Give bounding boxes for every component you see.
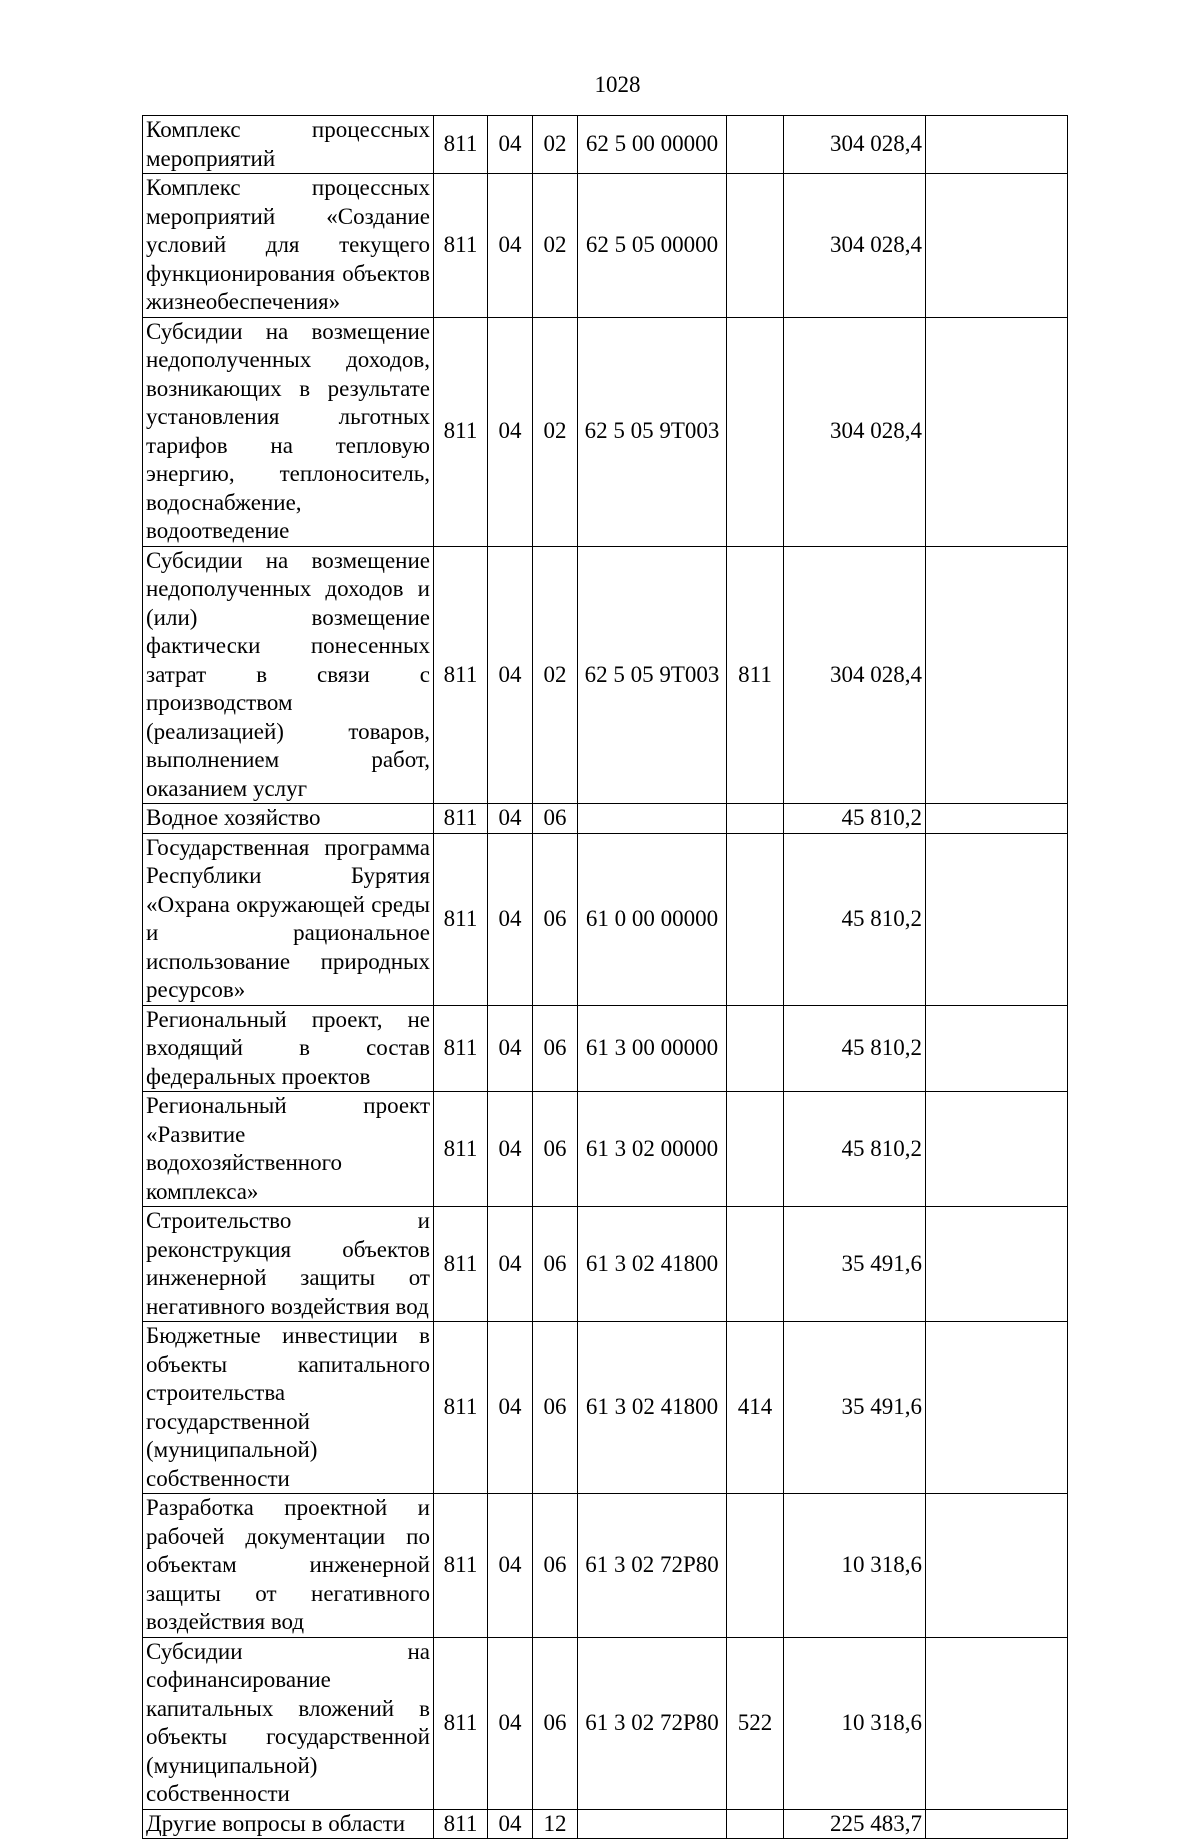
row-name-cell: Региональный проект, не входящий в состав федеральных проектов	[143, 1005, 434, 1092]
table-row	[143, 1809, 1068, 1839]
table-row	[143, 1005, 1068, 1092]
target-article-cell: 61 3 02 00000	[578, 1092, 727, 1207]
target-article-cell: 62 5 05 9Т003	[578, 317, 727, 546]
row-name-cell: Комплекс процессных мероприятий	[143, 116, 434, 174]
expense-type-cell: 522	[727, 1637, 784, 1809]
amount-cell: 45 810,2	[784, 833, 926, 1005]
row-name-cell: Другие вопросы в области	[143, 1809, 434, 1839]
extra-cell	[926, 174, 1068, 318]
target-article-cell	[578, 1809, 727, 1839]
row-name-cell: Строительство и реконструкция объектов инженерной защиты от негативного воздействия вод	[143, 1207, 434, 1322]
amount-cell: 35 491,6	[784, 1207, 926, 1322]
amount-cell: 35 491,6	[784, 1322, 926, 1494]
target-article-cell: 62 5 00 00000	[578, 116, 727, 174]
section-code-cell: 04	[488, 1092, 533, 1207]
table-row	[143, 1092, 1068, 1207]
table-row	[143, 1207, 1068, 1322]
section-code-cell: 04	[488, 804, 533, 834]
subsection-code-cell: 06	[533, 804, 578, 834]
expense-type-cell	[727, 1494, 784, 1638]
row-name-cell: Государственная программа Республики Бурятия «Охрана окружающей среды и рациональное использование природных ресурсов»	[143, 833, 434, 1005]
section-code-cell: 04	[488, 546, 533, 804]
subsection-code-cell: 02	[533, 546, 578, 804]
ministry-code-cell: 811	[434, 1322, 488, 1494]
table-row	[143, 546, 1068, 804]
section-code-cell: 04	[488, 1494, 533, 1638]
ministry-code-cell: 811	[434, 1207, 488, 1322]
subsection-code-cell: 02	[533, 317, 578, 546]
table-row	[143, 804, 1068, 834]
target-article-cell: 61 3 02 41800	[578, 1322, 727, 1494]
extra-cell	[926, 1494, 1068, 1638]
section-code-cell: 04	[488, 1005, 533, 1092]
ministry-code-cell: 811	[434, 1809, 488, 1839]
amount-cell: 45 810,2	[784, 1092, 926, 1207]
expense-type-cell	[727, 1005, 784, 1092]
extra-cell	[926, 833, 1068, 1005]
expense-type-cell: 811	[727, 546, 784, 804]
expense-type-cell	[727, 317, 784, 546]
extra-cell	[926, 1092, 1068, 1207]
amount-cell: 225 483,7	[784, 1809, 926, 1839]
table-row	[143, 317, 1068, 546]
amount-cell: 10 318,6	[784, 1637, 926, 1809]
target-article-cell: 61 3 00 00000	[578, 1005, 727, 1092]
ministry-code-cell: 811	[434, 174, 488, 318]
amount-cell: 304 028,4	[784, 116, 926, 174]
subsection-code-cell: 06	[533, 1207, 578, 1322]
amount-cell: 10 318,6	[784, 1494, 926, 1638]
expense-type-cell	[727, 833, 784, 1005]
section-code-cell: 04	[488, 1322, 533, 1494]
expense-type-cell	[727, 1809, 784, 1839]
row-name-cell: Региональный проект «Развитие водохозяйственного комплекса»	[143, 1092, 434, 1207]
extra-cell	[926, 804, 1068, 834]
row-name-cell: Водное хозяйство	[143, 804, 434, 834]
ministry-code-cell: 811	[434, 1637, 488, 1809]
subsection-code-cell: 12	[533, 1809, 578, 1839]
extra-cell	[926, 116, 1068, 174]
subsection-code-cell: 02	[533, 116, 578, 174]
budget-table	[142, 115, 1068, 1839]
subsection-code-cell: 06	[533, 1322, 578, 1494]
table-row	[143, 1494, 1068, 1638]
table-row	[143, 174, 1068, 318]
expense-type-cell	[727, 1207, 784, 1322]
ministry-code-cell: 811	[434, 833, 488, 1005]
table-row	[143, 116, 1068, 174]
ministry-code-cell: 811	[434, 546, 488, 804]
subsection-code-cell: 06	[533, 1092, 578, 1207]
subsection-code-cell: 06	[533, 1005, 578, 1092]
ministry-code-cell: 811	[434, 804, 488, 834]
expense-type-cell	[727, 174, 784, 318]
row-name-cell: Комплекс процессных мероприятий «Создание условий для текущего функционирования объектов жизнеобеспечения»	[143, 174, 434, 318]
row-name-cell: Бюджетные инвестиции в объекты капитального строительства государственной (муниципальной) собственности	[143, 1322, 434, 1494]
table-row	[143, 833, 1068, 1005]
row-name-cell: Разработка проектной и рабочей документации по объектам инженерной защиты от негативного воздействия вод	[143, 1494, 434, 1638]
extra-cell	[926, 546, 1068, 804]
section-code-cell: 04	[488, 174, 533, 318]
extra-cell	[926, 1809, 1068, 1839]
section-code-cell: 04	[488, 116, 533, 174]
amount-cell: 304 028,4	[784, 317, 926, 546]
ministry-code-cell: 811	[434, 116, 488, 174]
target-article-cell: 61 3 02 41800	[578, 1207, 727, 1322]
target-article-cell: 62 5 05 00000	[578, 174, 727, 318]
expense-type-cell	[727, 116, 784, 174]
subsection-code-cell: 06	[533, 833, 578, 1005]
section-code-cell: 04	[488, 1809, 533, 1839]
row-name-cell: Субсидии на возмещение недополученных доходов, возникающих в результате установления льготных тарифов на тепловую энергию, теплоноситель, водоснабжение, водоотведение	[143, 317, 434, 546]
amount-cell: 45 810,2	[784, 804, 926, 834]
target-article-cell	[578, 804, 727, 834]
section-code-cell: 04	[488, 833, 533, 1005]
expense-type-cell	[727, 804, 784, 834]
table-row	[143, 1322, 1068, 1494]
row-name-cell: Субсидии на софинансирование капитальных вложений в объекты государственной (муниципальной) собственности	[143, 1637, 434, 1809]
target-article-cell: 61 3 02 72Р80	[578, 1494, 727, 1638]
page-number: 1028	[594, 72, 641, 97]
ministry-code-cell: 811	[434, 1092, 488, 1207]
expense-type-cell: 414	[727, 1322, 784, 1494]
target-article-cell: 61 3 02 72Р80	[578, 1637, 727, 1809]
amount-cell: 45 810,2	[784, 1005, 926, 1092]
row-name-cell: Субсидии на возмещение недополученных доходов и (или) возмещение фактически понесенных затрат в связи с производством (реализацией) товаров, выполнением работ, оказанием услуг	[143, 546, 434, 804]
ministry-code-cell: 811	[434, 1494, 488, 1638]
section-code-cell: 04	[488, 1207, 533, 1322]
table-row	[143, 1637, 1068, 1809]
amount-cell: 304 028,4	[784, 174, 926, 318]
amount-cell: 304 028,4	[784, 546, 926, 804]
subsection-code-cell: 02	[533, 174, 578, 318]
target-article-cell: 62 5 05 9Т003	[578, 546, 727, 804]
subsection-code-cell: 06	[533, 1637, 578, 1809]
ministry-code-cell: 811	[434, 1005, 488, 1092]
extra-cell	[926, 1005, 1068, 1092]
target-article-cell: 61 0 00 00000	[578, 833, 727, 1005]
extra-cell	[926, 1207, 1068, 1322]
extra-cell	[926, 1322, 1068, 1494]
extra-cell	[926, 317, 1068, 546]
expense-type-cell	[727, 1092, 784, 1207]
ministry-code-cell: 811	[434, 317, 488, 546]
section-code-cell: 04	[488, 1637, 533, 1809]
section-code-cell: 04	[488, 317, 533, 546]
extra-cell	[926, 1637, 1068, 1809]
subsection-code-cell: 06	[533, 1494, 578, 1638]
